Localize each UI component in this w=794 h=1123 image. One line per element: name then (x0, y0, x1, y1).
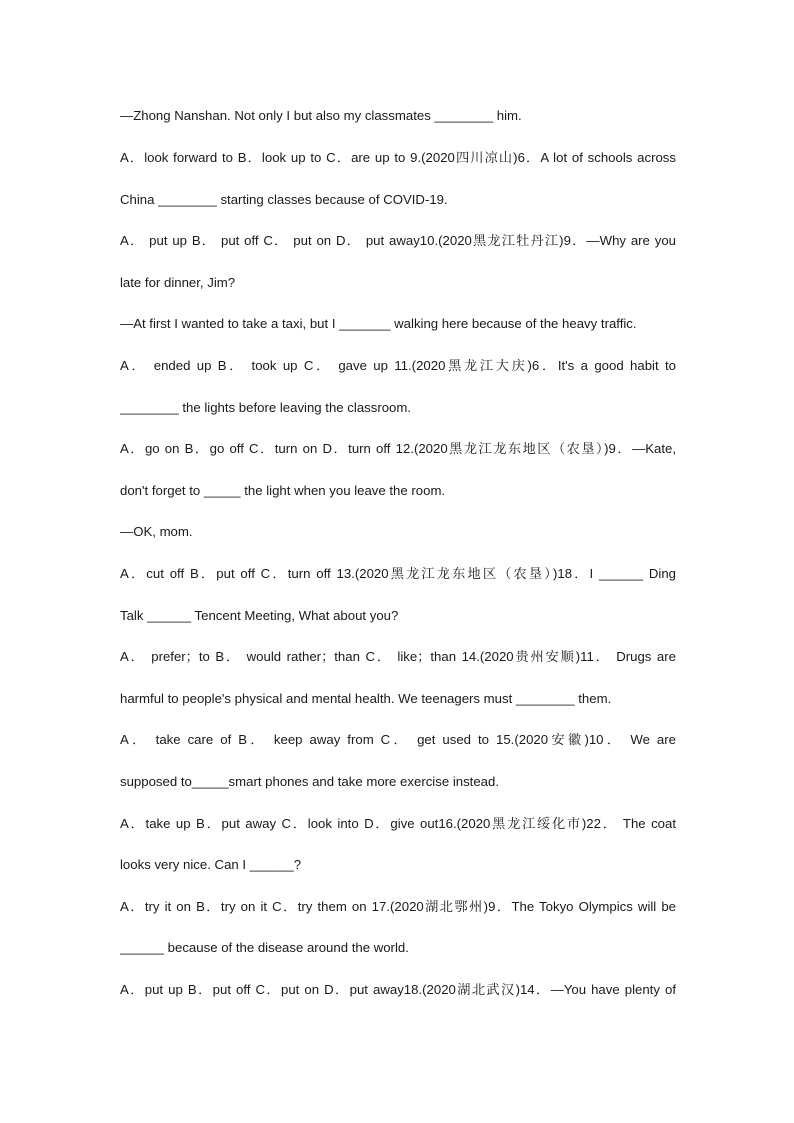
text-line: ________ the lights before leaving the classroom. (120, 400, 412, 415)
text-line: A．take up B．put away C．look into D．give out16.(2020黑龙江绥化市)22． The coat (120, 816, 676, 831)
text-line: A． prefer；to B． would rather；than C． like；than 14.(2020贵州安顺)11． Drugs are (120, 649, 676, 664)
text-line: A．cut off B．put off C．turn off 13.(2020黑龙江龙东地区（农垦）)18．I ______ Ding (120, 566, 676, 581)
text-line: A．try it on B．try on it C．try them on 17.(2020湖北鄂州)9．The Tokyo Olympics will be (120, 899, 676, 914)
text-line: supposed to_____smart phones and take more exercise instead. (120, 774, 500, 789)
text-line: China ________ starting classes because of COVID-19. (120, 192, 448, 207)
text-line: —Zhong Nanshan. Not only I but also my classmates ________ him. (120, 108, 522, 123)
text-line: —OK, mom. (120, 524, 193, 539)
text-line: Talk ______ Tencent Meeting, What about you? (120, 608, 399, 623)
text-line: A．go on B．go off C．turn on D．turn off 12.(2020黑龙江龙东地区（农垦）)9．—Kate, (120, 441, 676, 456)
text-line: A． put up B． put off C． put on D． put away10.(2020黑龙江牡丹江)9．—Why are you (120, 233, 676, 248)
text-line: A． take care of B． keep away from C． get used to 15.(2020安徽)10． We are (120, 732, 676, 747)
text-line: ______ because of the disease around the world. (120, 940, 409, 955)
text-line: A．put up B．put off C．put on D．put away18.(2020湖北武汉)14．—You have plenty of (120, 982, 676, 997)
text-line: looks very nice. Can I ______? (120, 857, 302, 872)
text-line: late for dinner, Jim? (120, 275, 236, 290)
text-line: A． ended up B． took up C． gave up 11.(2020黑龙江大庆)6．It's a good habit to (120, 358, 676, 373)
text-line: harmful to people's physical and mental health. We teenagers must ________ them. (120, 691, 612, 706)
text-line: don't forget to _____ the light when you leave the room. (120, 483, 446, 498)
text-line: A．look forward to B．look up to C．are up to 9.(2020四川凉山)6．A lot of schools across (120, 150, 676, 165)
text-line: —At first I wanted to take a taxi, but I _______ walking here because of the heavy traffic. (120, 316, 637, 331)
